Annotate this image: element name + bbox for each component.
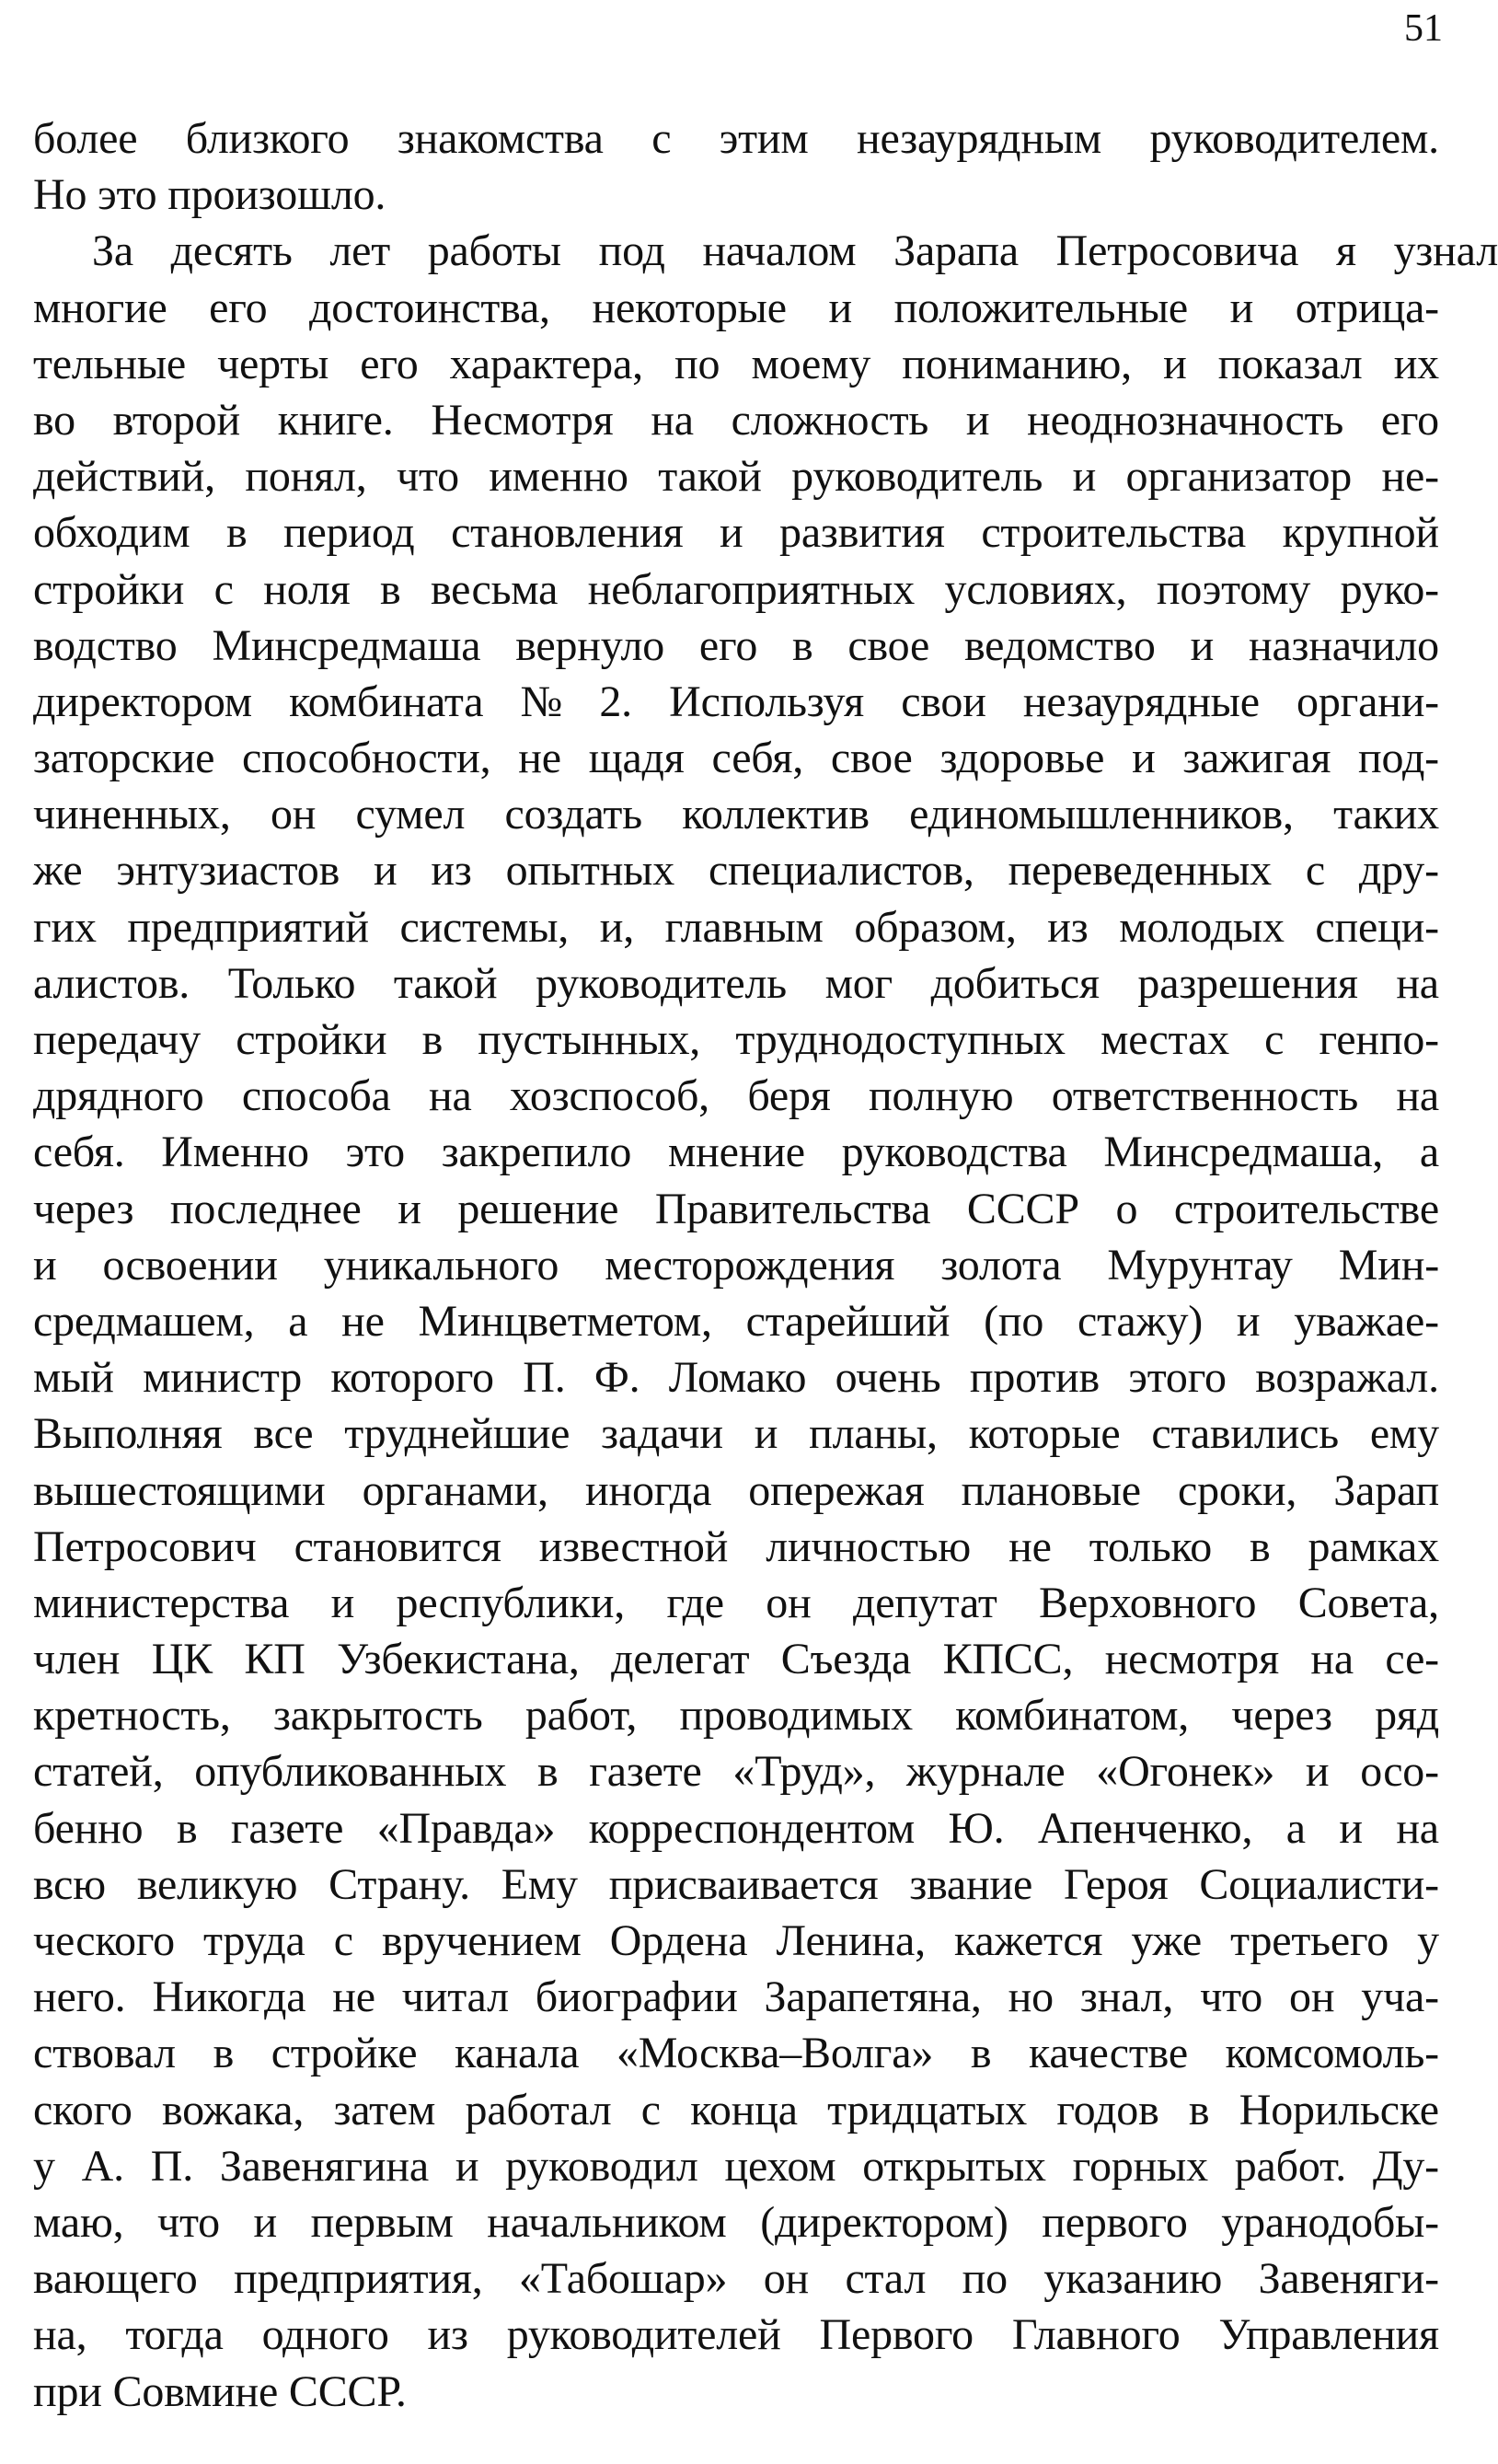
text-line: при Совмине СССР.	[33, 2366, 407, 2416]
text-line: вающего предприятия, «Табошар» он стал по указанию Завеняги-	[33, 2254, 1439, 2304]
text-line: во второй книге. Несмотря на сложность и неоднозначность его	[33, 395, 1439, 445]
text-line: кретность, закрытость работ, проводимых комбинатом, через ряд	[33, 1691, 1439, 1741]
text-line: мый министр которого П. Ф. Ломако очень против этого возражал.	[33, 1353, 1439, 1403]
text-line: у А. П. Завенягина и руководил цехом открытых горных работ. Ду-	[33, 2141, 1439, 2191]
text-line: ческого труда с вручением Ордена Ленина, кажется уже третьего у	[33, 1916, 1439, 1965]
text-line: заторские способности, не щадя себя, свое здоровье и зажигая под-	[33, 734, 1439, 783]
text-line: За десять лет работы под началом Зарапа Петросовича я узнал	[92, 226, 1498, 276]
text-line: и освоении уникального месторождения золота Мурунтау Мин-	[33, 1240, 1439, 1290]
text-line: Петросович становится известной личностью не только в рамках	[33, 1521, 1439, 1571]
text-line: стройки с ноля в весьма неблагоприятных условиях, поэтому руко-	[33, 564, 1439, 614]
text-line: действий, понял, что именно такой руководитель и организатор не-	[33, 452, 1439, 502]
text-line: министерства и республики, где он депутат Верховного Совета,	[33, 1578, 1439, 1627]
text-line: тельные черты его характера, по моему пониманию, и показал их	[33, 339, 1439, 388]
text-line: него. Никогда не читал биографии Зарапетяна, но знал, что он уча-	[33, 1972, 1439, 2022]
page-number: 51	[1404, 7, 1443, 50]
text-line: бенно в газете «Правда» корреспондентом Ю. Апенченко, а и на	[33, 1803, 1439, 1853]
text-line: ствовал в стройке канала «Москва–Волга» в качестве комсомоль-	[33, 2029, 1439, 2078]
text-line: чиненных, он сумел создать коллектив единомышленников, таких	[33, 790, 1439, 839]
text-line: алистов. Только такой руководитель мог добиться разрешения на	[33, 958, 1439, 1008]
text-line: директором комбината № 2. Используя свои незаурядные органи-	[33, 677, 1439, 726]
text-line: же энтузиастов и из опытных специалистов, переведенных с дру-	[33, 846, 1439, 896]
text-line: на, тогда одного из руководителей Первого Главного Управления	[33, 2310, 1439, 2360]
body-text	[33, 110, 1498, 2420]
text-line: Но это произошло.	[33, 170, 386, 220]
text-line: обходим в период становления и развития строительства крупной	[33, 508, 1439, 558]
text-line: средмашем, а не Минцветметом, старейший (по стажу) и уважае-	[33, 1296, 1439, 1346]
text-line: гих предприятий системы, и, главным образом, из молодых специ-	[33, 902, 1439, 952]
text-line: ского вожака, затем работал с конца тридцатых годов в Норильске	[33, 2085, 1439, 2134]
text-line: вышестоящими органами, иногда опережая плановые сроки, Зарап	[33, 1465, 1439, 1515]
text-line: многие его достоинства, некоторые и положительные и отрица-	[33, 283, 1439, 332]
text-line: через последнее и решение Правительства СССР о строительстве	[33, 1184, 1439, 1233]
text-line: всю великую Страну. Ему присваивается звание Героя Социалисти-	[33, 1859, 1439, 1909]
text-line: передачу стройки в пустынных, труднодоступных местах с генпо-	[33, 1015, 1439, 1064]
text-line: статей, опубликованных в газете «Труд», журнале «Огонек» и осо-	[33, 1747, 1439, 1797]
text-line: Выполняя все труднейшие задачи и планы, которые ставились ему	[33, 1409, 1439, 1459]
text-line: себя. Именно это закрепило мнение руководства Минсредмаша, а	[33, 1128, 1439, 1177]
text-line: водство Минсредмаша вернуло его в свое ведомство и назначило	[33, 620, 1439, 670]
text-line: член ЦК КП Узбекистана, делегат Съезда КПСС, несмотря на се-	[33, 1635, 1439, 1684]
text-line: маю, что и первым начальником (директором) первого уранодобы-	[33, 2197, 1439, 2247]
text-line: более близкого знакомства с этим незаурядным руководителем.	[33, 114, 1439, 163]
text-line: дрядного способа на хозспособ, беря полную ответственность на	[33, 1071, 1439, 1121]
